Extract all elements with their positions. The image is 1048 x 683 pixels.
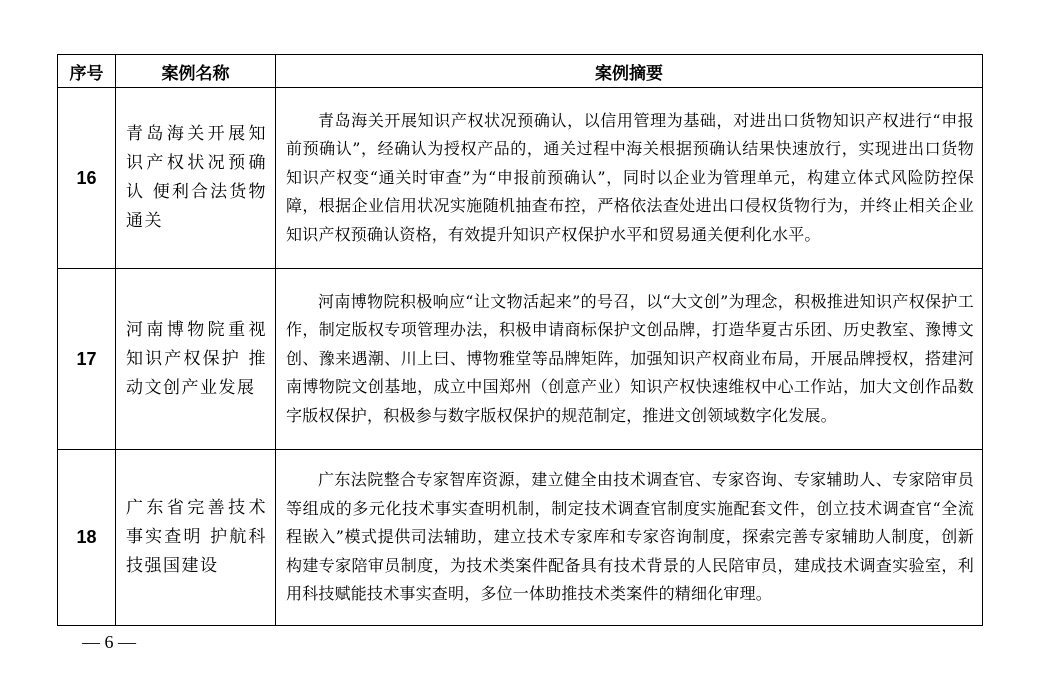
row-serial-number: 16 xyxy=(58,88,116,269)
header-serial-number: 序号 xyxy=(58,55,116,88)
row-serial-number: 17 xyxy=(58,269,116,450)
row-case-summary: 河南博物院积极响应“让文物活起来”的号召，以“大文创”为理念，积极推进知识产权保护工作，制定版权专项管理办法，积极申请商标保护文创品牌，打造华夏古乐团、历史教室、豫博文创、豫来遇潮、川上曰、博物雅堂等品牌矩阵，加强知识产权商业布局，开展品牌授权，搭建河南博物院文创基地，成立中国郑州（创意产业）知识产权快速维权中心工作站，加大文创作品数字版权保护，积极参与数字版权保护的规范制定，推进文创领域数字化发展。 xyxy=(276,269,983,450)
row-case-name: 青岛海关开展知识产权状况预确认 便利合法货物通关 xyxy=(116,88,276,269)
header-case-name: 案例名称 xyxy=(116,55,276,88)
row-serial-number: 18 xyxy=(58,450,116,626)
row-case-name: 广东省完善技术事实查明 护航科技强国建设 xyxy=(116,450,276,626)
table-row xyxy=(58,450,983,626)
table-row xyxy=(58,269,983,450)
table-row xyxy=(58,88,983,269)
case-table xyxy=(57,54,983,626)
page-number: — 6 — xyxy=(82,632,136,652)
row-case-summary: 广东法院整合专家智库资源，建立健全由技术调查官、专家咨询、专家辅助人、专家陪审员等组成的多元化技术事实查明机制，制定技术调查官制度实施配套文件，创立技术调查官“全流程嵌入”模式提供司法辅助，建立技术专家库和专家咨询制度，探索完善专家辅助人制度，创新构建专家陪审员制度，为技术类案件配备具有技术背景的人民陪审员，建成技术调查实验室，利用科技赋能技术事实查明，多位一体助推技术类案件的精细化审理。 xyxy=(276,450,983,626)
row-case-name: 河南博物院重视知识产权保护 推动文创产业发展 xyxy=(116,269,276,450)
row-case-summary: 青岛海关开展知识产权状况预确认，以信用管理为基础，对进出口货物知识产权进行“申报前预确认”，经确认为授权产品的，通关过程中海关根据预确认结果快速放行，实现进出口货物知识产权变“通关时审查”为“申报前预确认”，同时以企业为管理单元，构建立体式风险防控保障，根据企业信用状况实施随机抽查布控，严格依法查处进出口侵权货物行为，并终止相关企业知识产权预确认资格，有效提升知识产权保护水平和贸易通关便利化水平。 xyxy=(276,88,983,269)
table-header-row xyxy=(58,55,983,88)
header-case-summary: 案例摘要 xyxy=(276,55,983,88)
